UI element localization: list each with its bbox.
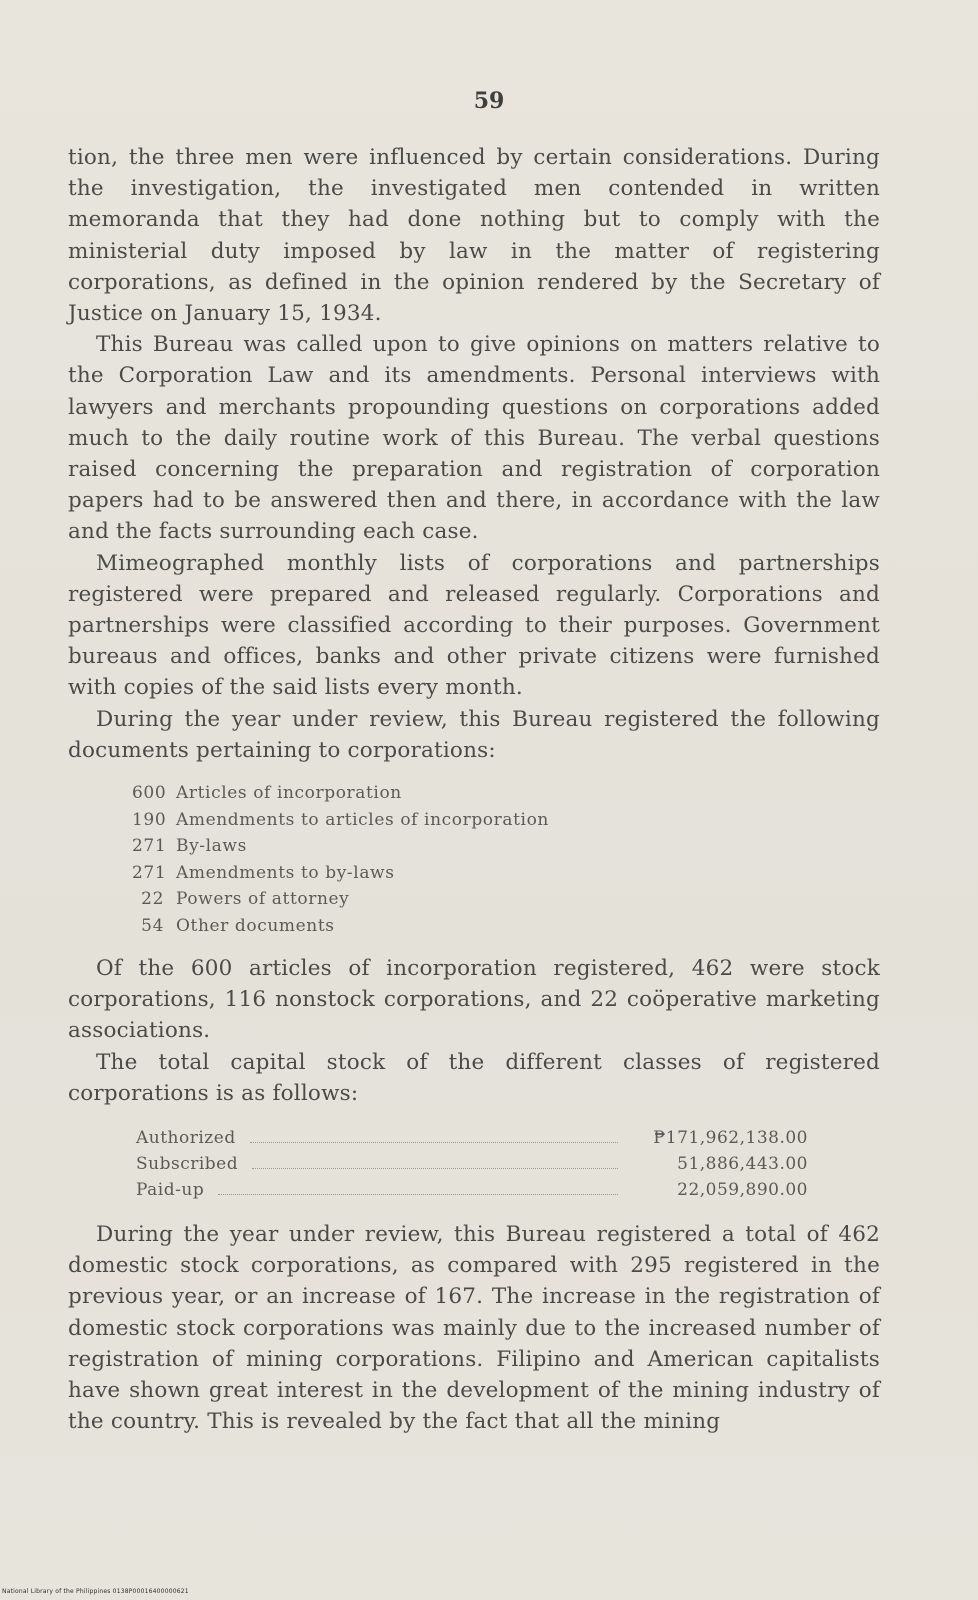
document-label: Amendments to by-laws [176, 862, 395, 883]
page-number: 59 [473, 88, 505, 114]
paragraph: This Bureau was called upon to give opinions on matters relative to the Corporation Law and its amendments. Personal interviews with lawyers and merchants propounding questions on corporations added much to the daily routine work of this Bureau. The verbal questions raised concerning the preparation and registration of corporation papers had to be answered then and there, in accordance with the law and the facts surrounding each case. [68, 332, 880, 545]
list-item [132, 833, 880, 860]
document-count: 22 [141, 889, 164, 910]
document-label: By-laws [176, 836, 247, 857]
list-item [132, 807, 880, 834]
capital-stock-table [136, 1125, 808, 1203]
document-count: 271 [132, 862, 167, 883]
paragraph: During the year under review, this Bureau registered the following documents pertaining to corporations: [68, 706, 880, 763]
scan-footer: National Library of the Philippines 0138P00016400000621 [2, 1588, 189, 1595]
document-count: 271 [132, 836, 167, 857]
body-text [68, 142, 880, 1438]
list-item [132, 780, 880, 807]
document-count: 190 [132, 809, 167, 830]
capital-label: Paid-up [136, 1180, 205, 1201]
capital-value: ₱171,962,138.00 [653, 1128, 808, 1149]
capital-label: Authorized [136, 1128, 236, 1149]
list-item [132, 860, 880, 887]
capital-label: Subscribed [136, 1154, 239, 1175]
dot-leader [252, 1154, 618, 1169]
capital-value: 51,886,443.00 [677, 1154, 808, 1175]
document-label: Articles of incorporation [176, 783, 402, 804]
dot-leader [218, 1180, 618, 1195]
document-count: 600 [132, 783, 167, 804]
documents-list [132, 780, 880, 939]
capital-value: 22,059,890.00 [677, 1180, 808, 1201]
dot-leader [250, 1128, 618, 1143]
paragraph: Mimeographed monthly lists of corporations and partnerships registered were prepared and released regularly. Corporations and partnerships were classified according to their purposes. Government bureaus and offices, banks and other private citizens were furnished with copies of the said lists every month. [68, 550, 880, 701]
list-item [132, 886, 880, 913]
paragraph: The total capital stock of the different classes of registered corporations is as follows: [68, 1049, 880, 1106]
document-label: Other documents [176, 915, 335, 936]
list-item [132, 913, 880, 940]
table-row [136, 1151, 808, 1177]
table-row [136, 1125, 808, 1151]
document-label: Amendments to articles of incorporation [176, 809, 549, 830]
paragraph: During the year under review, this Bureau registered a total of 462 domestic stock corporations, as compared with 295 registered in the previous year, or an increase of 167. The increase in the registration of domestic stock corporations was mainly due to the increased number of registration of mining corporations. Filipino and American capitalists have shown great interest in the development of the mining industry of the country. This is revealed by the fact that all the mining [68, 1222, 880, 1435]
document-label: Powers of attorney [176, 889, 350, 910]
paragraph: tion, the three men were influenced by certain considerations. During the investigation, the investigated men contended in written memoranda that they had done nothing but to comply with the ministerial duty imposed by law in the matter of registering corporations, as defined in the opinion rendered by the Secretary of Justice on January 15, 1934. [68, 145, 880, 327]
document-count: 54 [141, 915, 164, 936]
table-row [136, 1177, 808, 1203]
paragraph: Of the 600 articles of incorporation registered, 462 were stock corporations, 116 nonstock corporations, and 22 coöperative marketing associations. [68, 956, 880, 1044]
